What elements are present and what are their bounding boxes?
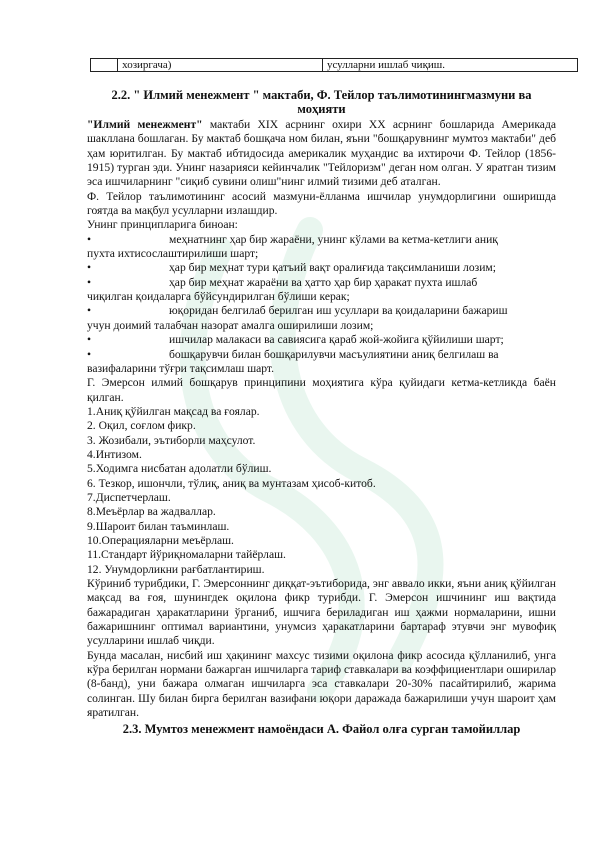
- list-item: [87, 333, 556, 347]
- list-item: 1.Аниқ қўйилган мақсад ва ғоялар.: [87, 404, 260, 418]
- list-item-continuation: чиқилган қоидаларга бўйсундирилган бўлиши керак;: [87, 290, 350, 304]
- list-item: 3. Жозибали, эътиборли маҳсулот.: [87, 433, 256, 447]
- list-item: 6. Тезкор, ишончли, тўлиқ, аниқ ва мунтазам ҳисоб-китоб.: [87, 476, 376, 490]
- list-item: 2. Оқил, соғлом фикр.: [87, 419, 196, 433]
- bullet-icon: •: [87, 347, 92, 361]
- list-item-continuation: вазифаларини тўғри тақсимлаш шарт.: [87, 361, 275, 375]
- bullet-icon: •: [87, 275, 92, 289]
- list-item-text: бошқарувчи билан бошқарилувчи масъулиятини аниқ белгилаш ва: [169, 347, 499, 361]
- list-item: 5.Ходимга нисбатан адолатли бўлиш.: [87, 462, 272, 476]
- emerson-intro: Г. Эмерсон илмий бошқарув принципини моҳиятига кўра қуйидаги кетма-кетликда баён қилган.: [87, 376, 556, 404]
- bullet-icon: •: [87, 232, 92, 246]
- list-item: 4.Интизом.: [87, 447, 142, 461]
- intro-text: мактаби XIX асрнинг охири XX асрнинг бошларида Америкада шаклланa бошлаган. Бу мактаб бошқача ном билан, яъни "бошқарувнинг мумтоз мактаби" деб ҳам юритилган. Бу мактаб ибтидосида америкалик муҳандис ва ихтирочи Ф. Тейлор (1856-1915) турган эди. Унинг назарияси кейинчалик "Тейлоризм" деган ном олган. У яратган тизим эса ишчиларнинг "сиқиб сувини олиш"нинг илмий тизими деб аталган.: [87, 118, 556, 189]
- list-item: 10.Операцияларни меъёрлаш.: [87, 533, 234, 547]
- taylor-paragraph: Ф. Тейлор таълимотининг асосий мазмуни-ёлланма ишчилар унумдорлигини оширишда гоятда ва мақбул усулларни излашдир.: [87, 189, 556, 218]
- list-item: [87, 276, 556, 305]
- list-item-text: ҳар бир меҳнат тури қатъий вақт оралиғида тақсимланиши лозим;: [169, 261, 496, 275]
- list-item-text: меҳнатнинг ҳар бир жараёни, унинг кўлами ва кетма-кетлиги аниқ: [169, 232, 498, 246]
- conclusion-paragraph: Кўриниб турибдики, Г. Эмерсоннинг диққат-эътиборида, энг аввало икки, яъни аниқ қўйилган мақсад ва ғоя, шунингдек оқилона фикр турибди. Г. Эмерсон ишчининг иш вақтида бажарадиган ҳаракатларини ўрганиб, ишчига бериладиган иш ҳажми нормаларини, ишни бажаришнинг оптимал вариантини, унумсиз ҳаракатларини бартараф этувчи энг мувофиқ усулларини ишлаб чиқди.: [87, 577, 556, 648]
- table-cell: [91, 59, 118, 72]
- list-item: 12. Унумдорликни рағбатлантириш.: [87, 562, 265, 576]
- table-cell: усулларни ишлаб чиқиш.: [322, 59, 577, 72]
- emerson-principles-list: [87, 405, 556, 577]
- list-item-text: ҳар бир меҳнат жараёни ва ҳатто ҳар бир ҳаракат пухта ишлаб: [169, 275, 478, 289]
- intro-bold-term: "Илмий менежмент": [87, 118, 203, 131]
- principles-list: [87, 233, 556, 376]
- list-item: [87, 304, 556, 333]
- list-item-continuation: пухта ихтисослаштирилиши шарт;: [87, 247, 259, 261]
- section-2-3-title: 2.3. Мумтоз менежмент намоёндаси А. Файол олға сурган тамойиллар: [122, 722, 521, 737]
- table-fragment: [90, 58, 578, 72]
- bullet-icon: •: [87, 333, 92, 347]
- list-item: 9.Шароит билан таъминлаш.: [87, 519, 230, 533]
- list-item: [87, 348, 556, 377]
- list-item: 7.Диспетчерлаш.: [87, 490, 171, 504]
- bullet-icon: •: [87, 304, 92, 318]
- list-item-text: ишчилар малакаси ва савиясига қараб жой-жойига қўйилиши шарт;: [169, 333, 504, 347]
- list-item-continuation: учун доимий талабчан назорат амалга оширилиши лозим;: [87, 318, 374, 332]
- final-paragraph: Бунда масалан, нисбий иш ҳақининг махсус тизими оқилона фикр асосида қўлланилиб, унга кўра берилган нормани бажарган ишчиларга тариф ставкалари ва коэффициентлари оширилар (8-банд), уни бажара олмаган ишчиларга эса ставкалари 20-30% пасайтирилиб, жарима солинган. Шу билан бирга берилган вазифани юқори даражада бажарилиши учун шароит ҳам яратилган.: [87, 648, 556, 720]
- table-cell: хозиргача): [118, 59, 323, 72]
- list-item: [87, 261, 556, 275]
- table-row: [91, 59, 578, 72]
- section-2-2-title: 2.2. " Илмий менежмент " мактаби, Ф. Тейлор таълимотинингмазмуни ва моҳияти: [111, 88, 532, 116]
- list-item: 11.Стандарт йўриқномаларни тайёрлаш.: [87, 548, 286, 562]
- intro-paragraph: [87, 118, 556, 190]
- document-body: [87, 88, 556, 738]
- list-item: [87, 233, 556, 262]
- list-item: 8.Меъёрлар ва жадваллар.: [87, 505, 216, 519]
- principles-intro: Унинг принципларига биноан:: [87, 218, 238, 232]
- bullet-icon: •: [87, 261, 92, 275]
- list-item-text: юқоридан белгилаб берилган иш усуллари ва қоидаларини бажариш: [169, 304, 508, 318]
